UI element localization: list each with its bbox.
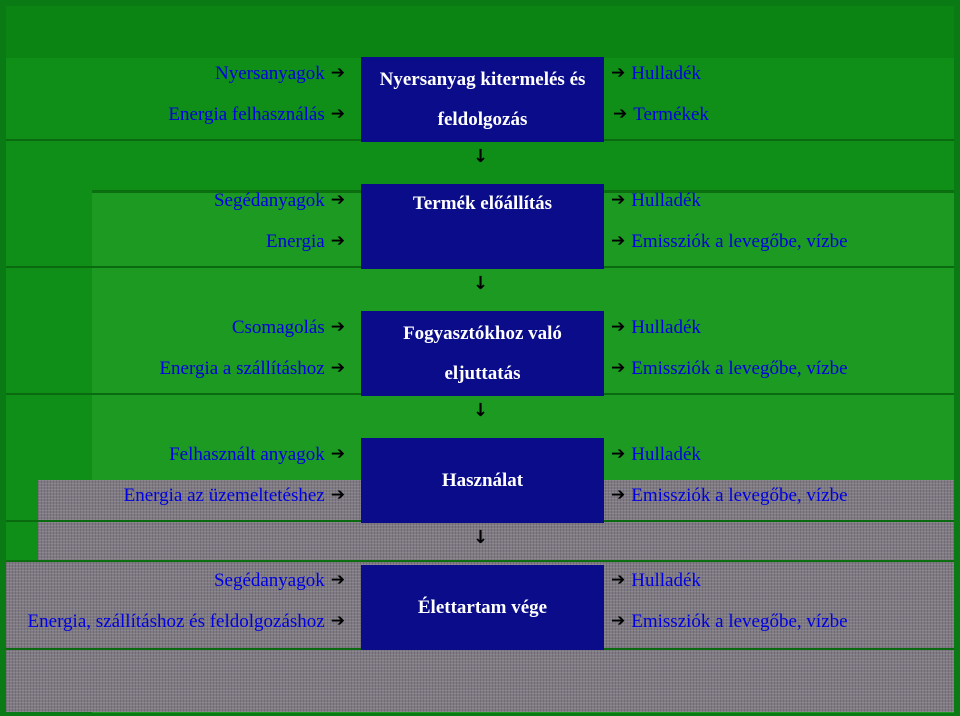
- stage-title: Fogyasztókhoz való: [403, 322, 562, 344]
- right-arrow-icon: ➔: [611, 444, 626, 464]
- right-arrow-icon: ➔: [330, 358, 345, 378]
- stage-5-box: [361, 565, 604, 650]
- right-arrow-icon: ➔: [330, 485, 345, 505]
- output-label: Emissziók a levegőbe, vízbe: [631, 358, 848, 379]
- right-arrow-icon: ➔: [611, 190, 626, 210]
- stage-1-outputs: [611, 53, 709, 135]
- stage-title: Nyersanyag kitermelés és: [379, 68, 586, 90]
- output-label: Hulladék: [631, 570, 701, 591]
- input-label: Energia a szállításhoz: [159, 358, 325, 379]
- output-label: Hulladék: [631, 317, 701, 338]
- output-label: Hulladék: [631, 444, 701, 465]
- stage-title: Termék előállítás: [412, 193, 553, 214]
- output-label: Emissziók a levegőbe, vízbe: [631, 231, 848, 252]
- stage-3-inputs: [159, 307, 345, 389]
- top-band: [6, 6, 954, 58]
- right-arrow-icon: ➔: [613, 104, 628, 124]
- output-label: Emissziók a levegőbe, vízbe: [631, 611, 848, 632]
- input-label: Csomagolás: [231, 317, 325, 338]
- input-label: Felhasznált anyagok: [169, 444, 325, 465]
- stage-2-inputs: [214, 180, 345, 262]
- right-arrow-icon: ➔: [330, 317, 345, 337]
- output-label: Hulladék: [631, 190, 701, 211]
- output-label: Emissziók a levegőbe, vízbe: [631, 485, 848, 506]
- right-arrow-icon: ➔: [330, 104, 345, 124]
- stage-5-outputs: [611, 560, 848, 642]
- right-arrow-icon: ➔: [611, 231, 626, 251]
- stage-title: eljuttatás: [444, 362, 521, 384]
- input-label: Energia felhasználás: [168, 104, 325, 125]
- right-arrow-icon: ➔: [330, 63, 345, 83]
- right-arrow-icon: ➔: [611, 63, 626, 83]
- down-arrow-icon: ↓: [473, 400, 489, 421]
- input-label: Segédanyagok: [213, 570, 325, 591]
- right-arrow-icon: ➔: [611, 358, 626, 378]
- stage-title: Élettartam vége: [417, 596, 548, 618]
- right-arrow-icon: ➔: [611, 570, 626, 590]
- stage-4-box: [361, 438, 604, 523]
- down-arrow-icon: ↓: [473, 527, 489, 548]
- stage-3-outputs: [611, 307, 848, 389]
- input-label: Energia: [266, 231, 325, 252]
- stage-2-outputs: [611, 180, 848, 262]
- input-label: Segédanyagok: [213, 190, 325, 211]
- stage-5-inputs: [28, 560, 345, 642]
- right-arrow-icon: ➔: [611, 611, 626, 631]
- right-arrow-icon: ➔: [330, 190, 345, 210]
- stage-3-box: [361, 311, 604, 396]
- input-label: Nyersanyagok: [215, 63, 325, 84]
- right-arrow-icon: ➔: [611, 485, 626, 505]
- output-label: Hulladék: [631, 63, 701, 84]
- stage-title: feldolgozás: [437, 108, 528, 130]
- right-arrow-icon: ➔: [330, 570, 345, 590]
- right-arrow-icon: ➔: [330, 611, 345, 631]
- right-arrow-icon: ➔: [330, 231, 345, 251]
- output-label: Termékek: [633, 104, 709, 125]
- stage-title: Használat: [441, 469, 524, 491]
- stage-1-box: [361, 57, 604, 142]
- down-arrow-icon: ↓: [473, 146, 489, 167]
- input-label: Energia, szállításhoz és feldolgozáshoz: [27, 611, 325, 632]
- stage-2-box: [361, 184, 604, 269]
- input-label: Energia az üzemeltetéshez: [123, 485, 325, 506]
- right-arrow-icon: ➔: [611, 317, 626, 337]
- stage-1-inputs: [168, 53, 345, 135]
- right-arrow-icon: ➔: [330, 444, 345, 464]
- stage-4-inputs: [124, 434, 345, 516]
- down-arrow-icon: ↓: [473, 273, 489, 294]
- stage-4-outputs: [611, 434, 848, 516]
